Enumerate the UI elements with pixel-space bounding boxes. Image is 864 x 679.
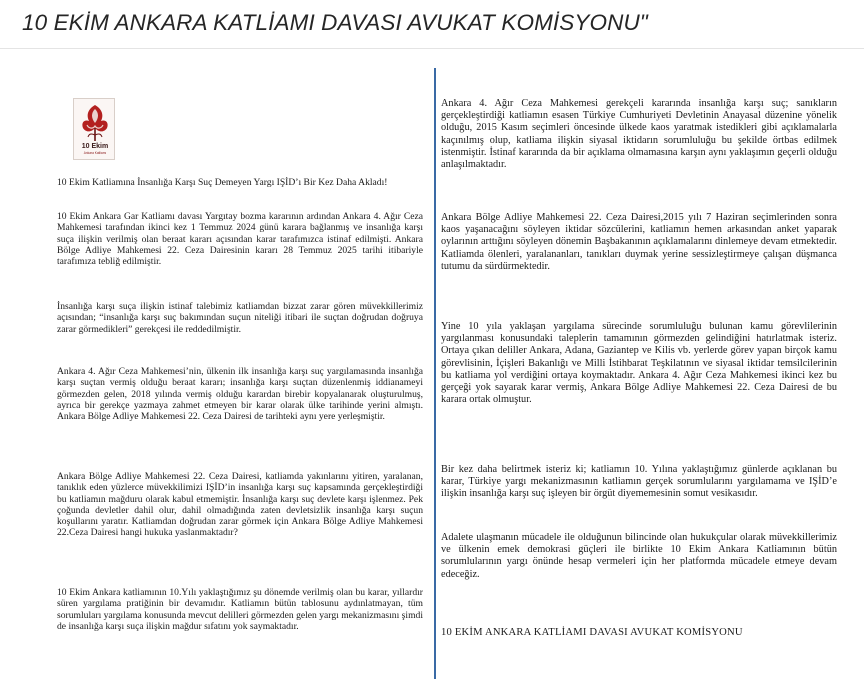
left-paragraph-1: 10 Ekim Ankara Gar Katliamı davası Yargıtay bozma kararının ardından Ankara 4. Ağır Ceza Mahkemesi tarafından ikinci kez 1 Temmuz 2024 günü karara bağlanmış ve insanlığa karşı suça ilişkin verilmiş olan beraat kararı açısından karar tarafımızca istinaf edilmişti. Ankara Bölge Adliye Mahkemesi 22. Ceza Dairesinin kararı 28 Temmuz 2025 tarihi itibariyle tarafımıza tebliğ edilmiştir. — [57, 211, 423, 268]
column-divider — [434, 68, 436, 679]
logo — [73, 98, 115, 160]
left-heading: 10 Ekim Katliamına İnsanlığa Karşı Suç Demeyen Yargı IŞİD’ı Bir Kez Daha Akladı! — [57, 177, 388, 188]
right-paragraph-1: Ankara 4. Ağır Ceza Mahkemesi gerekçeli kararında insanlığa karşı suç; sanıkların gerçekleştirdiği katliamın esasen Türkiye Cumhuriyeti Devletinin Anayasal düzenine yönelik olduğu, 2015 Kasım seçimleri öncesinde ülkede kaos yaratmak istedikleri gibi açıklamalarla kaçınılmış olup, katliama ilişkin siyasal iktidarın sorumluluğu bu şekilde örtbas edilmek istenmiştir. İstinaf kararında da bir açıklama olmamasına karşın aynı yaklaşımın geçerli olduğu anlaşılmaktadır. — [441, 98, 837, 171]
left-paragraph-3: Ankara 4. Ağır Ceza Mahkemesi’nin, ülkenin ilk insanlığa karşı suç yargılamasında insanlığa karşı suçtan vermiş olduğu beraat kararı; insanlığa karşı suçtan düzenlenmiş iddianameyi görmezden gelen, 2018 yılında vermiş olduğu karardan birebir kopyalanarak oluşturulmuş, ayrıca bir gerekçe yazmaya zahmet etmeyen bir karar olarak ülke tarihinde yerini almıştı. Ankara Bölge Adliye Mahkemesi 22. Ceza Dairesi de tarihteki aynı yere yerleşmiştir. — [57, 366, 423, 423]
logo-text: 10 Ekim — [81, 143, 109, 150]
left-paragraph-4: Ankara Bölge Adliye Mahkemesi 22. Ceza Dairesi, katliamda yakınlarını yitiren, yaralanan, tanıklık eden yüzlerce müvekkilimizi IŞİD’in insanlığa karşı suç kapsamında gerçekleştirdiği bu katliamın mağduru olarak kabul etmemiştir. İnsanlığa karşı suç devlete karşı işlenmez. Pek çoğunda devletler dahil olur, dahil olmadığında zaten devletsizlik insanlığa karşı suçun koşullarını yaratır. Katliamdan doğrudan zarar görmek için Ankara Bölge Adliye Mahkemesi 22.Ceza Dairesi hangi hukuka yaslanmaktadır? — [57, 471, 423, 539]
left-paragraph-2: İnsanlığa karşı suça ilişkin istinaf talebimiz katliamdan bizzat zarar gören müvekkillerimiz açısından; “insanlığa karşı suç bakımından suçun niteliği itibari ile suçtan doğrudan doğruya zarar görmedikleri” gerekçesi ile reddedilmiştir. — [57, 301, 423, 335]
right-paragraph-5: Adalete ulaşmanın mücadele ile olduğunun bilincinde olan hukukçular olarak müvekkillerimiz ve ülkenin emek demokrasi güçleri ile birlikte 10 Ekim Ankara Katliamının bütün sorumlularının yargı önünde hesap vermeleri için her platformda mücadele etmeye devam edeceğiz. — [441, 532, 837, 580]
logo-subtext: Ankara Katliamı — [83, 151, 107, 155]
page-title: 10 EKİM ANKARA KATLİAMI DAVASI AVUKAT KOMİSYONU" — [22, 10, 648, 35]
title-bar — [0, 0, 864, 49]
logo-flower-icon — [74, 99, 116, 145]
left-paragraph-5: 10 Ekim Ankara katliamının 10.Yılı yaklaştığımız şu dönemde verilmiş olan bu karar, yıllardır süren yargılama pratiğinin bir devamıdır. Katliamın bütün tablosunu aydınlatmayan, tüm sorumluları yargılama konusunda mevcut delilleri görmezden gelen yargı mekanizmasını şimdi de insanlığa karşı suça ilişkin mağdur sıfatını yok saymaktadır. — [57, 587, 423, 632]
right-paragraph-4: Bir kez daha belirtmek isteriz ki; katliamın 10. Yılına yaklaştığımız günlerde açıklanan bu karar, Türkiye yargı mekanizmasının katliamın gerçek sorumlularını yargılamama ve IŞİD’e ilişkin insanlığa karşı suç işleyen bir örgüt diyememesinin somut vesikasıdır. — [441, 464, 837, 500]
signature: 10 EKİM ANKARA KATLİAMI DAVASI AVUKAT KOMİSYONU — [441, 627, 743, 638]
right-paragraph-2: Ankara Bölge Adliye Mahkemesi 22. Ceza Dairesi,2015 yılı 7 Haziran seçimlerinden sonra kaos yaşanacağını söyleyen iktidar sözcülerini, katliamın hemen arkasından anket yaparak oylarının arttığını söyleyen dönemin Başbakanının açıklamalarını dinlemeye devam etmektedir. Katliamda ölenleri, yaralananları, tanıkları duymak yerine sessizleştirmeye çalışan düşmanca tutumu da sürdürmektedir. — [441, 212, 837, 272]
right-paragraph-3: Yine 10 yıla yaklaşan yargılama sürecinde sorumluluğu bulunan kamu görevlilerinin yargılanması konusundaki taleplerin tamamının görmezden gelindiğini hatırlatmak isteriz. Ortaya çıkan deliller Ankara, Adana, Gaziantep ve Kilis vb. yerlerde görev yapan birçok kamu görevlisinin, İçişleri Bakanlığı ve Milli İstihbarat Teşkilatının ve siyasal iktidar temsilcilerinin bu katliama yol verdiğini ortaya koymaktadır. Ankara 4. Ağır Ceza Mahkemesi ikinci kez bu gerçeği yok sayarak karar vermiş, Ankara Bölge Adliye Mahkemesi 22. Ceza Dairesi de bu karara ortak olmuştur. — [441, 321, 837, 406]
